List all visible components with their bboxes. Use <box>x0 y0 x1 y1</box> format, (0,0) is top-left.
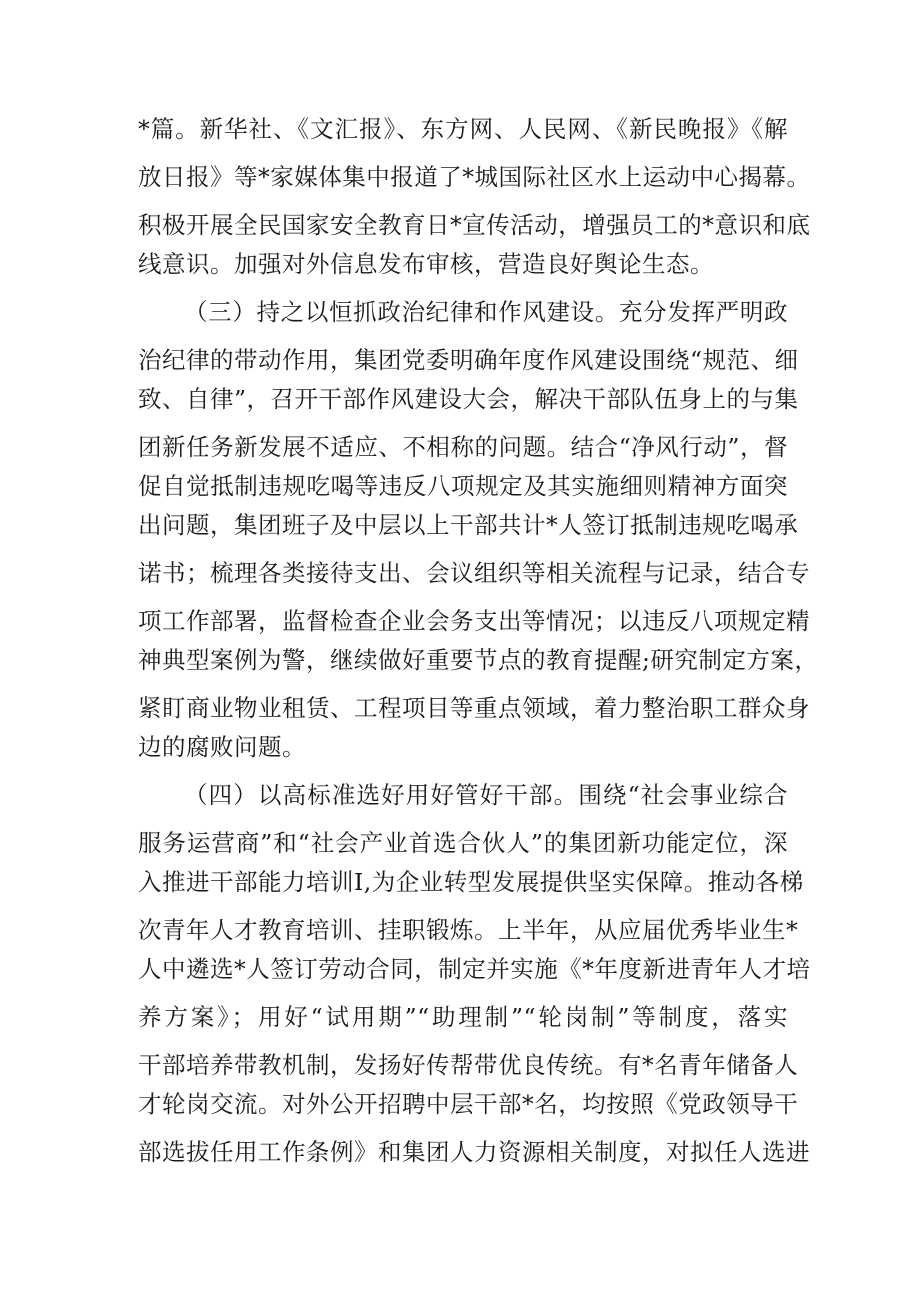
text-line: 团新任务新发展不适应、不相称的问题。结合“净风行动”，督 <box>138 433 788 461</box>
section-heading-line: （三）持之以恒抓政治纪律和作风建设。充分发挥严明政 <box>184 298 788 326</box>
text-line: 治纪律的带动作用，集团党委明确年度作风建设围绕“规范、细 <box>138 346 799 374</box>
text-line: 积极开展全民国家安全教育日*宣传活动，增强员工的*意识和底 <box>138 211 811 239</box>
text-line: 放日报》等*家媒体集中报道了*城国际社区水上运动中心揭幕。 <box>138 163 811 191</box>
text-line: 干部培养带教机制，发扬好传帮带优良传统。有*名青年储备人 <box>138 1051 799 1079</box>
text-line: 养方案》；用好“试用期”“助理制”“轮岗制”等制度，落实 <box>138 1003 788 1031</box>
text-line: 出问题，集团班子及中层以上干部共计*人签订抵制违规吃喝承 <box>138 511 799 539</box>
text-line: 线意识。加强对外信息发布审核，营造良好舆论生态。 <box>138 250 714 278</box>
text-line: 致、自律”，召开干部作风建设大会，解决干部队伍身上的与集 <box>138 385 799 413</box>
text-line: 诺书；梳理各类接待支出、会议组织等相关流程与记录，结合专 <box>138 559 810 587</box>
text-line: 入推进干部能力培训I,为企业转型发展提供坚实保障。推动各梯 <box>138 868 804 896</box>
text-line: 才轮岗交流。对外公开招聘中层干部*名，均按照《党政领导干 <box>138 1090 799 1118</box>
text-line: 紧盯商业物业租赁、工程项目等重点领域，着力整治职工群众身 <box>138 694 810 722</box>
text-line: 服务运营商”和“社会产业首选合伙人”的集团新功能定位，深 <box>138 829 788 857</box>
text-line: 人中遴选*人签订劳动合同，制定并实施《*年度新进青年人才培 <box>138 955 811 983</box>
text-line: 边的腐败问题。 <box>138 733 306 761</box>
text-line: 次青年人才教育培训、挂职锻炼。上半年，从应届优秀毕业生* <box>138 916 799 944</box>
text-line: 项工作部署，监督检查企业会务支出等情况；以违反八项规定精 <box>138 607 810 635</box>
text-line: 神典型案例为警，继续做好重要节点的教育提醒;研究制定方案， <box>138 646 819 674</box>
text-line: *篇。新华社、《文汇报》、东方网、人民网、《新民晚报》《解 <box>138 115 788 143</box>
text-line: 部选拔任用工作条例》和集团人力资源相关制度，对拟任人选进 <box>138 1138 810 1166</box>
text-line: 促自觉抵制违规吃喝等违反八项规定及其实施细则精神方面突 <box>138 472 788 500</box>
section-heading-line: （四）以高标准选好用好管好干部。围绕“社会事业综合 <box>184 781 788 809</box>
